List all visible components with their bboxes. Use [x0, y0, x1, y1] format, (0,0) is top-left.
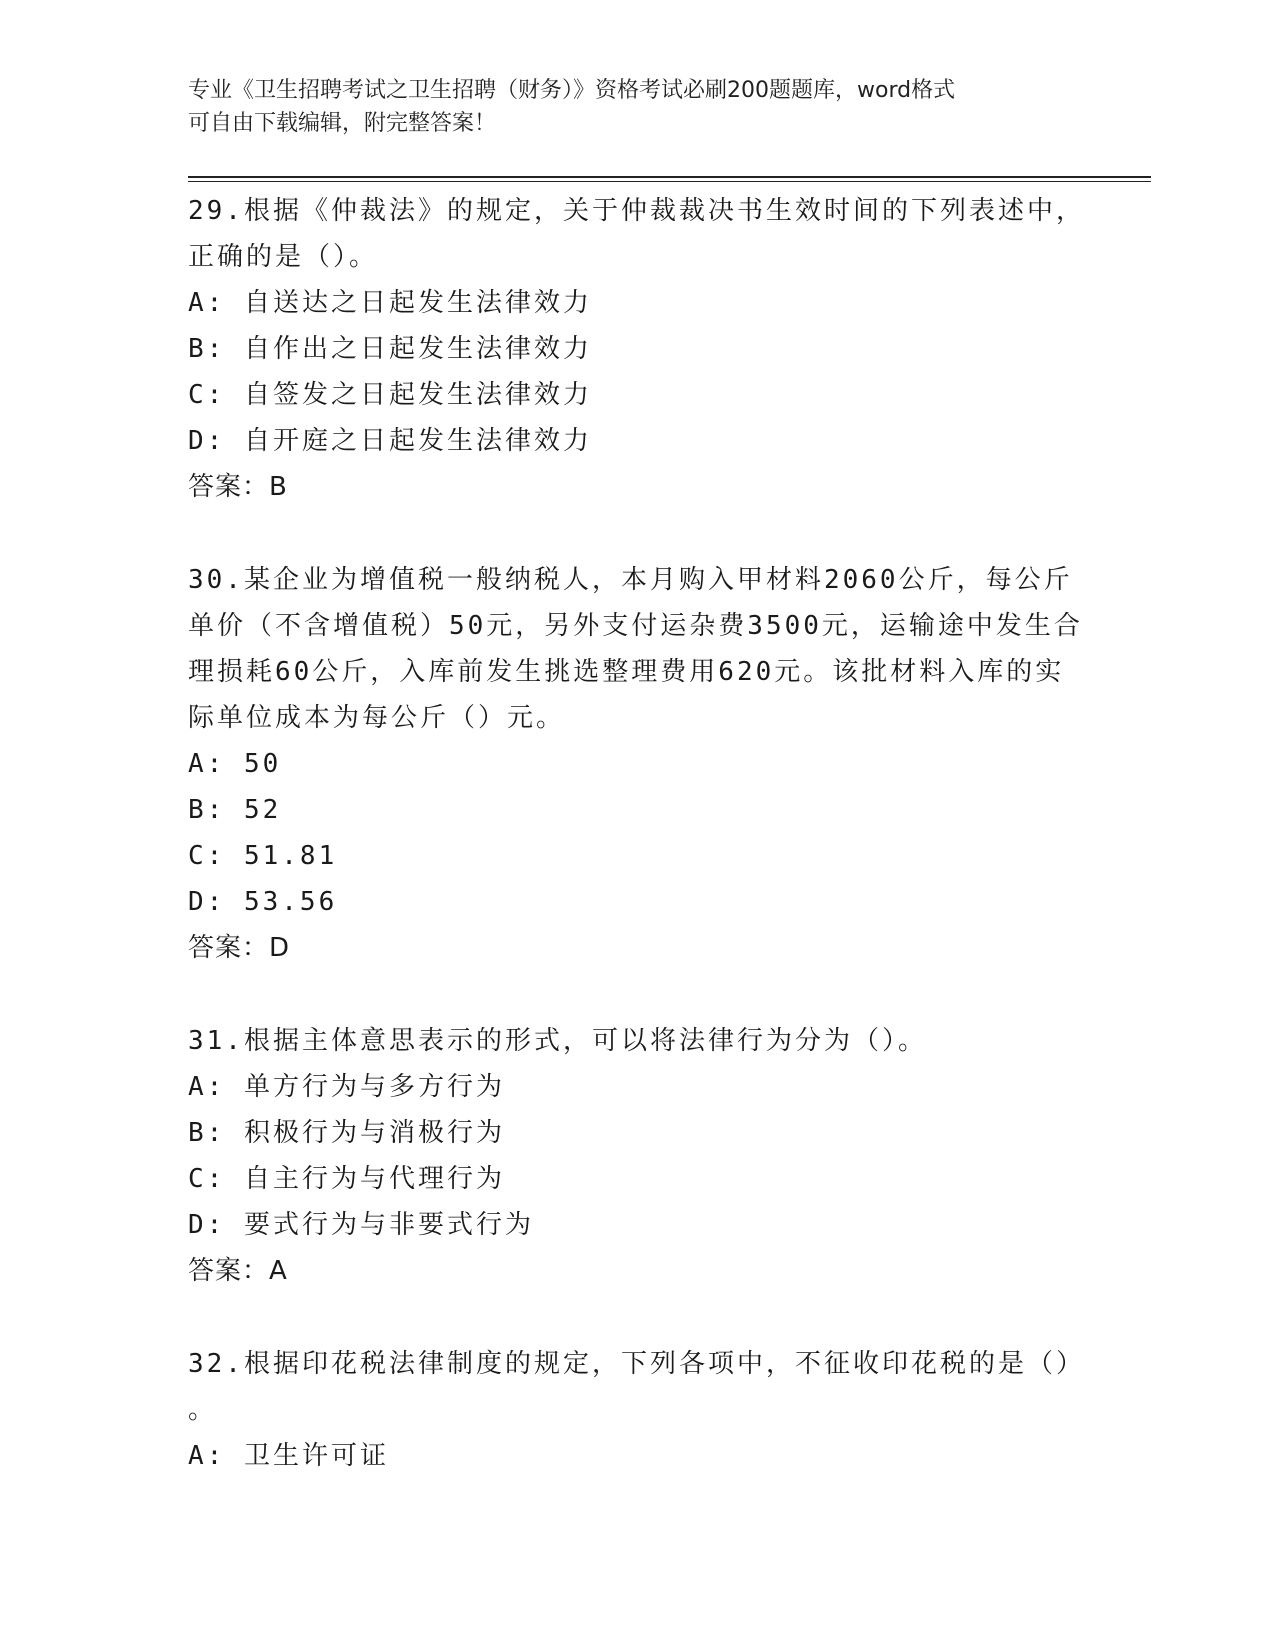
question-31 [188, 1018, 1088, 1294]
question-text-line: 正确的是（）。 [188, 242, 379, 272]
option-b: B: 自作出之日起发生法律效力 [188, 334, 592, 364]
question-30 [188, 557, 1088, 971]
option-a: A: 卫生许可证 [188, 1441, 389, 1471]
option-b: B: 积极行为与消极行为 [188, 1118, 505, 1148]
question-29 [188, 188, 1088, 510]
question-text-line: 30.某企业为增值税一般纳税人，本月购入甲材料2060公斤，每公斤 [188, 565, 1073, 595]
option-d: D: 自开庭之日起发生法律效力 [188, 426, 592, 456]
question-text-line: 际单位成本为每公斤（）元。 [188, 703, 566, 733]
question-text-line: 31.根据主体意思表示的形式，可以将法律行为分为（）。 [188, 1026, 927, 1056]
question-text-line: 。 [188, 1395, 218, 1425]
header-divider-thin [188, 181, 1151, 182]
question-text-line: 理损耗60公斤，入库前发生挑选整理费用620元。该批材料入库的实 [188, 657, 1065, 687]
option-b: B: 52 [188, 795, 282, 825]
option-c: C: 自签发之日起发生法律效力 [188, 380, 592, 410]
question-text-line: 29.根据《仲裁法》的规定，关于仲裁裁决书生效时间的下列表述中， [188, 196, 1085, 226]
header-divider [188, 176, 1151, 178]
option-a: A: 单方行为与多方行为 [188, 1072, 505, 1102]
question-text-line: 单价（不含增值税）50元，另外支付运杂费3500元，运输途中发生合 [188, 611, 1083, 641]
answer-label: 答案：D [188, 933, 291, 963]
option-a: A: 50 [188, 749, 282, 779]
header-line-1: 专业《卫生招聘考试之卫生招聘（财务）》资格考试必刷200题题库，word格式 [188, 78, 956, 103]
answer-label: 答案：B [188, 472, 288, 502]
option-a: A: 自送达之日起发生法律效力 [188, 288, 592, 318]
answer-label: 答案：A [188, 1256, 288, 1286]
option-c: C: 自主行为与代理行为 [188, 1164, 505, 1194]
option-d: D: 要式行为与非要式行为 [188, 1210, 534, 1240]
option-d: D: 53.56 [188, 887, 338, 917]
document-header [188, 74, 1088, 140]
option-c: C: 51.81 [188, 841, 338, 871]
question-32 [188, 1341, 1088, 1479]
question-text-line: 32.根据印花税法律制度的规定，下列各项中，不征收印花税的是（） [188, 1349, 1085, 1379]
question-list [188, 188, 1088, 1526]
header-line-2: 可自由下载编辑，附完整答案！ [188, 111, 497, 136]
